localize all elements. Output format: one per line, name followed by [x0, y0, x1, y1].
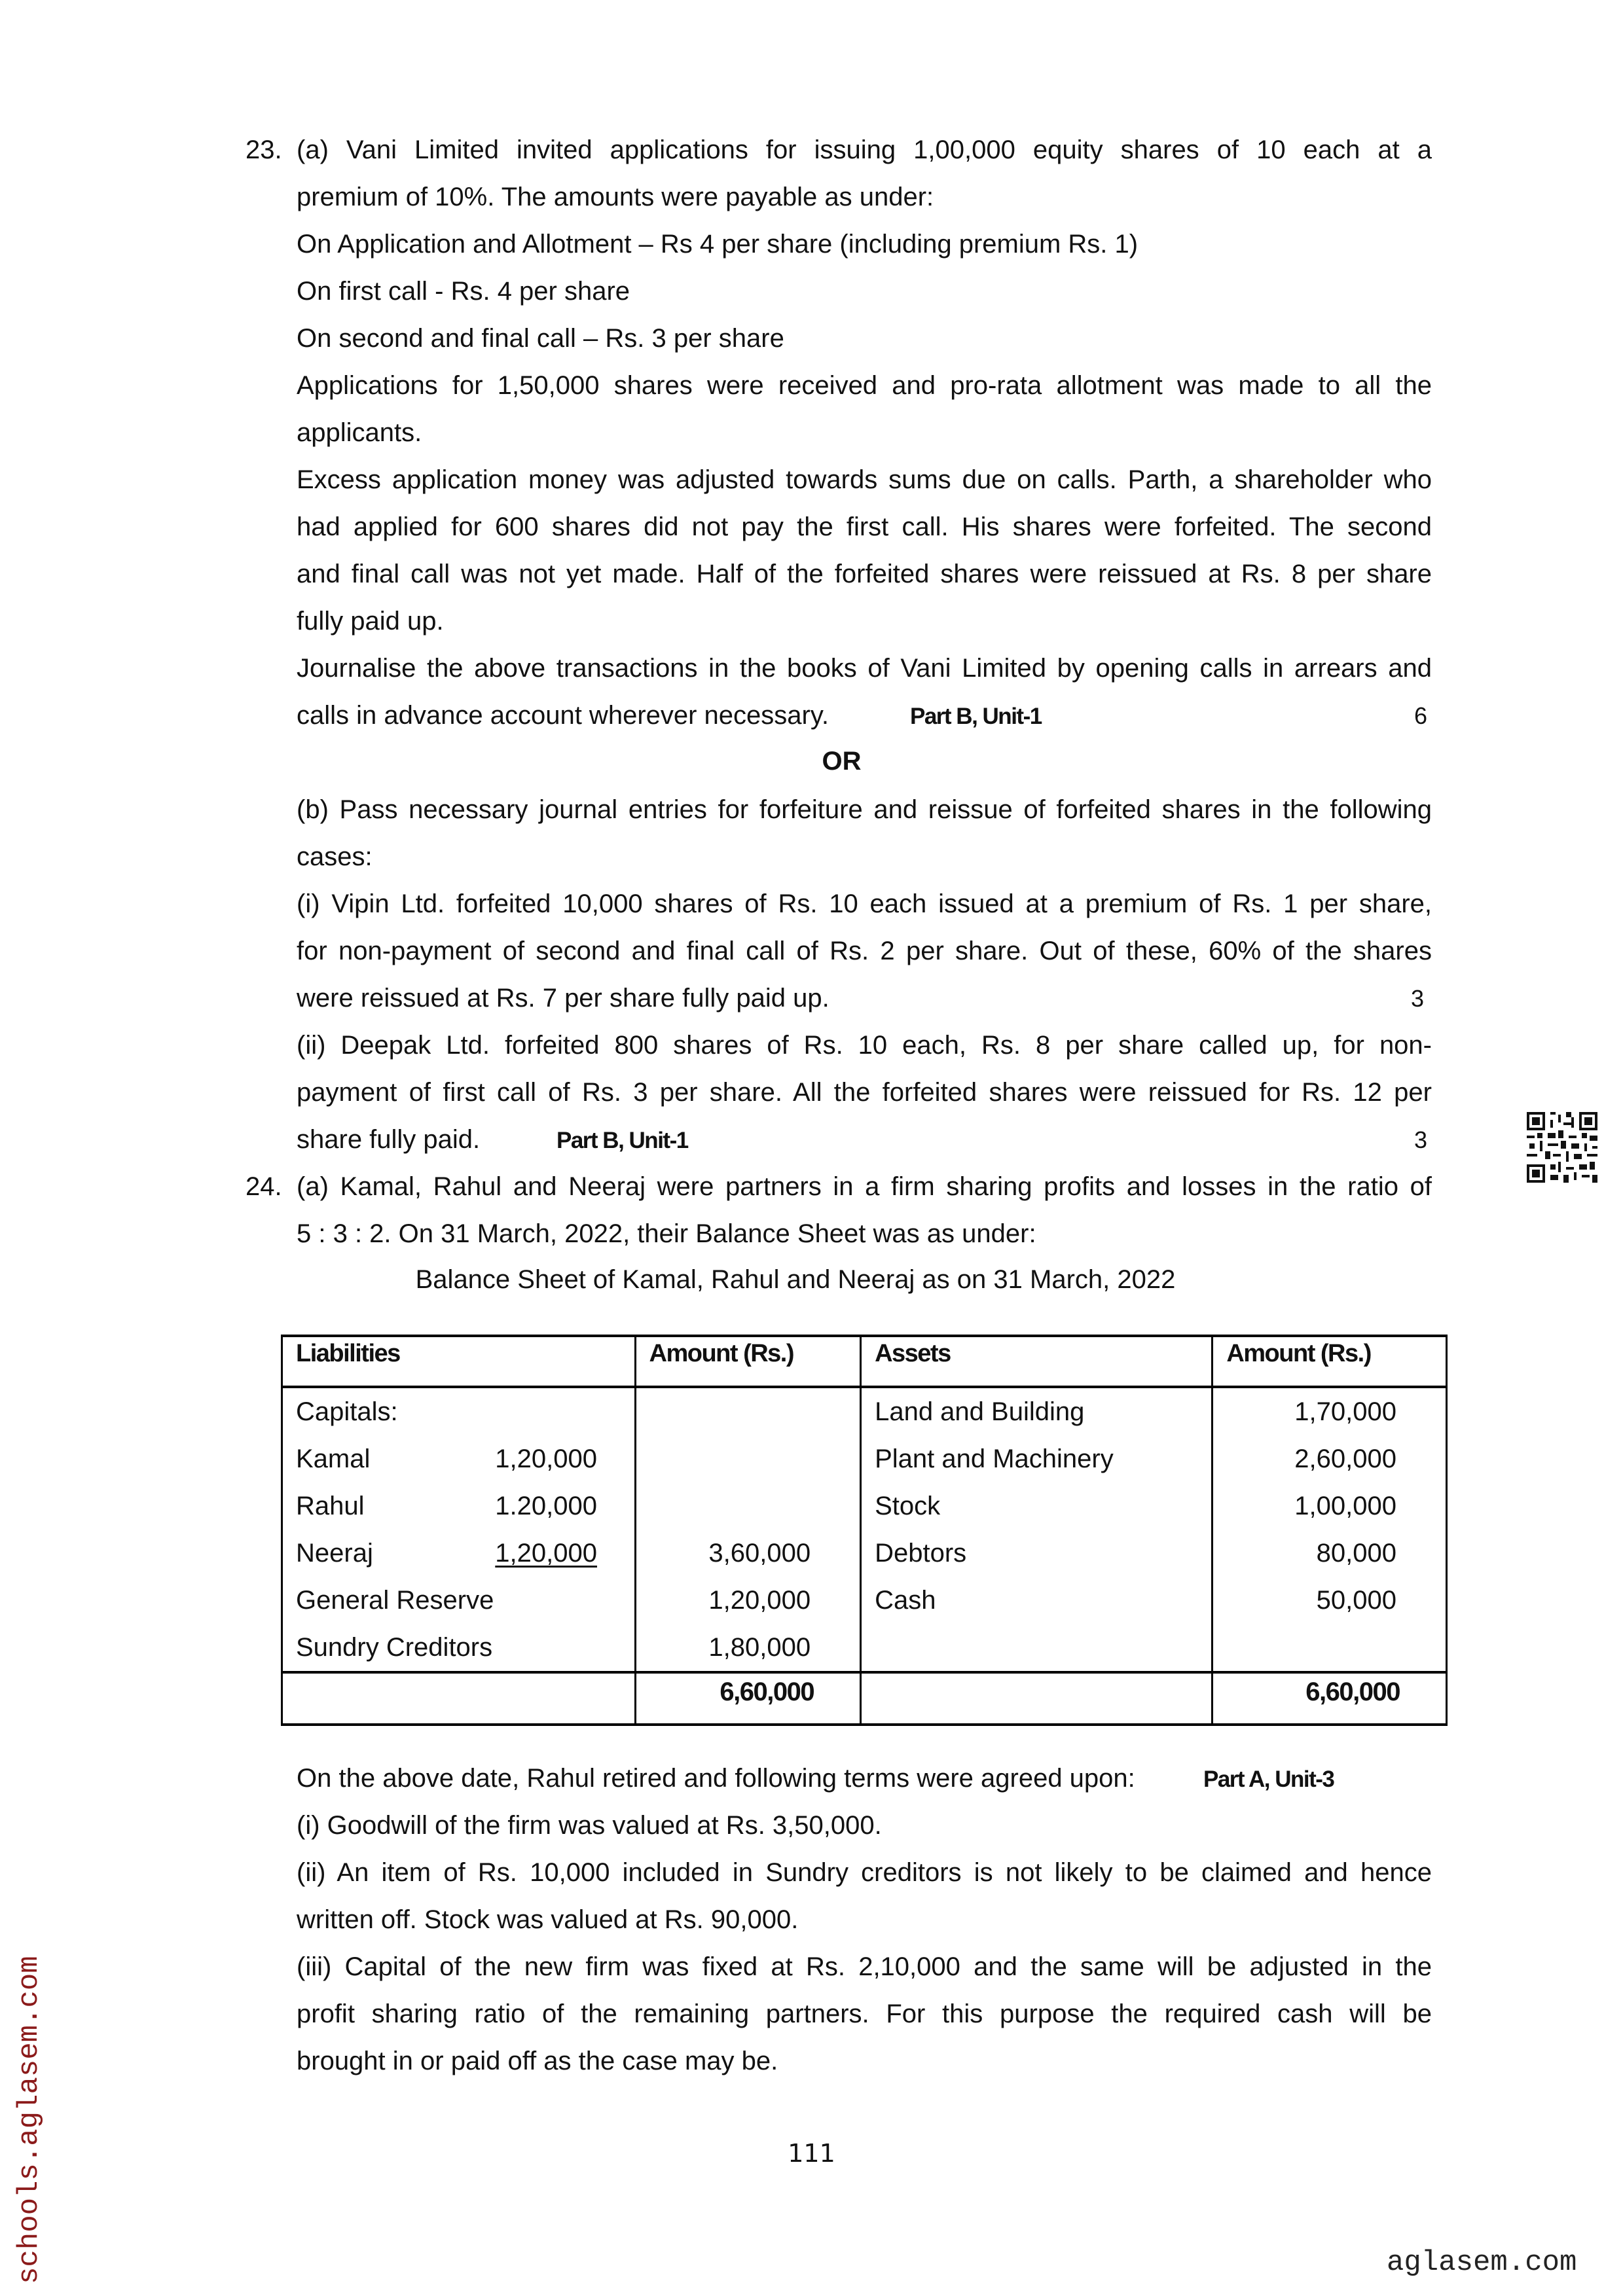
liability-label: Kamal: [296, 1444, 371, 1473]
marks: 6: [1414, 702, 1428, 729]
liability-amount: 1,80,000: [635, 1624, 861, 1672]
or-separator: OR: [822, 747, 862, 776]
table-row: [282, 1624, 1447, 1672]
balance-sheet-caption: Balance Sheet of Kamal, Rahul and Neeraj as on 31 March, 2022: [415, 1265, 1176, 1294]
table-row: [282, 1387, 1447, 1435]
q23-line: fully paid up.: [297, 607, 444, 636]
empty-cell: [282, 1672, 636, 1725]
asset-amount: 1,70,000: [1213, 1387, 1447, 1435]
q24-line: 5 : 3 : 2. On 31 March, 2022, their Balance Sheet was as under:: [297, 1219, 1036, 1248]
q23b-line: were reissued at Rs. 7 per share fully paid up.: [297, 984, 830, 1013]
q24-terms-intro: On the above date, Rahul retired and following terms were agreed upon:: [297, 1764, 1135, 1793]
asset-amount: 50,000: [1213, 1577, 1447, 1624]
liability-cell: [282, 1530, 636, 1577]
capital-subamount: 1,20,000: [495, 1444, 597, 1473]
q23-line: and final call was not yet made. Half of the forfeited shares were reissued at Rs. 8 per share: [297, 560, 1432, 588]
assets-total: 6,60,000: [1213, 1672, 1447, 1725]
liabilities-total: 6,60,000: [635, 1672, 861, 1725]
q23-line: premium of 10%. The amounts were payable as under:: [297, 183, 934, 211]
q23b-line: share fully paid.: [297, 1125, 481, 1154]
syllabus-tag: Part A, Unit-3: [1203, 1767, 1334, 1792]
q23-line: Applications for 1,50,000 shares were received and pro-rata allotment was made to all the: [297, 371, 1432, 400]
watermark-side: schools.aglasem.com: [13, 1956, 46, 2284]
balance-sheet-table: [281, 1335, 1448, 1726]
q23b-line: (b) Pass necessary journal entries for forfeiture and reissue of forfeited shares in the following: [297, 795, 1432, 824]
marks: 3: [1414, 1126, 1428, 1153]
header-liab-amount: Amount (Rs.): [635, 1336, 861, 1387]
q23-line: On Application and Allotment – Rs 4 per share (including premium Rs. 1): [297, 230, 1139, 259]
liability-amount: 1,20,000: [635, 1577, 861, 1624]
q23b-line: (ii) Deepak Ltd. forfeited 800 shares of Rs. 10 each, Rs. 8 per share called up, for non-: [297, 1031, 1432, 1060]
q23-line: Journalise the above transactions in the books of Vani Limited by opening calls in arrears and: [297, 654, 1432, 683]
liability-amount: 3,60,000: [635, 1530, 861, 1577]
q23b-line: (i) Vipin Ltd. forfeited 10,000 shares of Rs. 10 each issued at a premium of Rs. 1 per share,: [297, 889, 1432, 918]
q23-line: applicants.: [297, 418, 422, 447]
table-row: [282, 1482, 1447, 1530]
marks: 3: [1411, 985, 1425, 1012]
table-row: [282, 1577, 1447, 1624]
syllabus-tag: Part B, Unit-1: [910, 704, 1042, 729]
q23-line: On second and final call – Rs. 3 per share: [297, 324, 784, 353]
q24-term-line: (i) Goodwill of the firm was valued at Rs. 3,50,000.: [297, 1811, 882, 1840]
header-liabilities: Liabilities: [282, 1336, 636, 1387]
table-header-row: [282, 1336, 1447, 1387]
liability-cell: [282, 1435, 636, 1482]
liability-label: Rahul: [296, 1491, 365, 1520]
q23b-line: cases:: [297, 842, 373, 871]
asset-label: Cash: [861, 1577, 1213, 1624]
q23-line: had applied for 600 shares did not pay the first call. His shares were forfeited. The second: [297, 512, 1432, 541]
asset-label: Stock: [861, 1482, 1213, 1530]
q24-term-line: profit sharing ratio of the remaining partners. For this purpose the required cash will be: [297, 2000, 1432, 2028]
page-number: 111: [788, 2139, 835, 2168]
table-total-row: [282, 1672, 1447, 1725]
capital-subamount: 1.20,000: [495, 1491, 597, 1520]
asset-amount: [1213, 1624, 1447, 1672]
asset-label: Land and Building: [861, 1387, 1213, 1435]
liability-label: Neeraj: [296, 1538, 373, 1568]
asset-label: [861, 1624, 1213, 1672]
syllabus-tag: Part B, Unit-1: [556, 1128, 688, 1153]
asset-label: Debtors: [861, 1530, 1213, 1577]
asset-amount: 1,00,000: [1213, 1482, 1447, 1530]
capital-subamount: 1,20,000: [495, 1538, 597, 1568]
liability-label: Sundry Creditors: [282, 1624, 636, 1672]
liability-amount: [635, 1435, 861, 1482]
liability-cell: [282, 1482, 636, 1530]
table-row: [282, 1435, 1447, 1482]
q23-line: calls in advance account wherever necessary.: [297, 701, 830, 730]
watermark-bottom: aglasem.com: [1387, 2246, 1577, 2279]
q23-line: On first call - Rs. 4 per share: [297, 277, 630, 306]
asset-amount: 2,60,000: [1213, 1435, 1447, 1482]
asset-amount: 80,000: [1213, 1530, 1447, 1577]
q24-term-line: brought in or paid off as the case may be.: [297, 2047, 778, 2075]
liability-amount: [635, 1482, 861, 1530]
asset-label: Plant and Machinery: [861, 1435, 1213, 1482]
q23b-line: for non-payment of second and final call of Rs. 2 per share. Out of these, 60% of the shares: [297, 937, 1432, 965]
header-assets: Assets: [861, 1336, 1213, 1387]
q23-line: (a) Vani Limited invited applications for issuing 1,00,000 equity shares of 10 each at a: [297, 135, 1432, 164]
q23b-line: payment of first call of Rs. 3 per share. All the forfeited shares were reissued for Rs. 12 per: [297, 1078, 1432, 1107]
liability-label: Capitals:: [282, 1387, 636, 1435]
q24-term-line: (ii) An item of Rs. 10,000 included in Sundry creditors is not likely to be claimed and hence: [297, 1858, 1432, 1887]
liability-label: General Reserve: [282, 1577, 636, 1624]
liability-amount: [635, 1387, 861, 1435]
table-row: [282, 1530, 1447, 1577]
q24-term-line: written off. Stock was valued at Rs. 90,000.: [297, 1905, 799, 1934]
q23-line: Excess application money was adjusted towards sums due on calls. Parth, a shareholder who: [297, 465, 1432, 494]
question-number-23: 23.: [246, 135, 282, 164]
empty-cell: [861, 1672, 1213, 1725]
question-number-24: 24.: [246, 1172, 282, 1201]
q24-line: (a) Kamal, Rahul and Neeraj were partners in a firm sharing profits and losses in the ratio of: [297, 1172, 1432, 1201]
header-asset-amount: Amount (Rs.): [1213, 1336, 1447, 1387]
q24-term-line: (iii) Capital of the new firm was fixed at Rs. 2,10,000 and the same will be adjusted in the: [297, 1952, 1432, 1981]
qr-code-icon: [1524, 1109, 1600, 1185]
